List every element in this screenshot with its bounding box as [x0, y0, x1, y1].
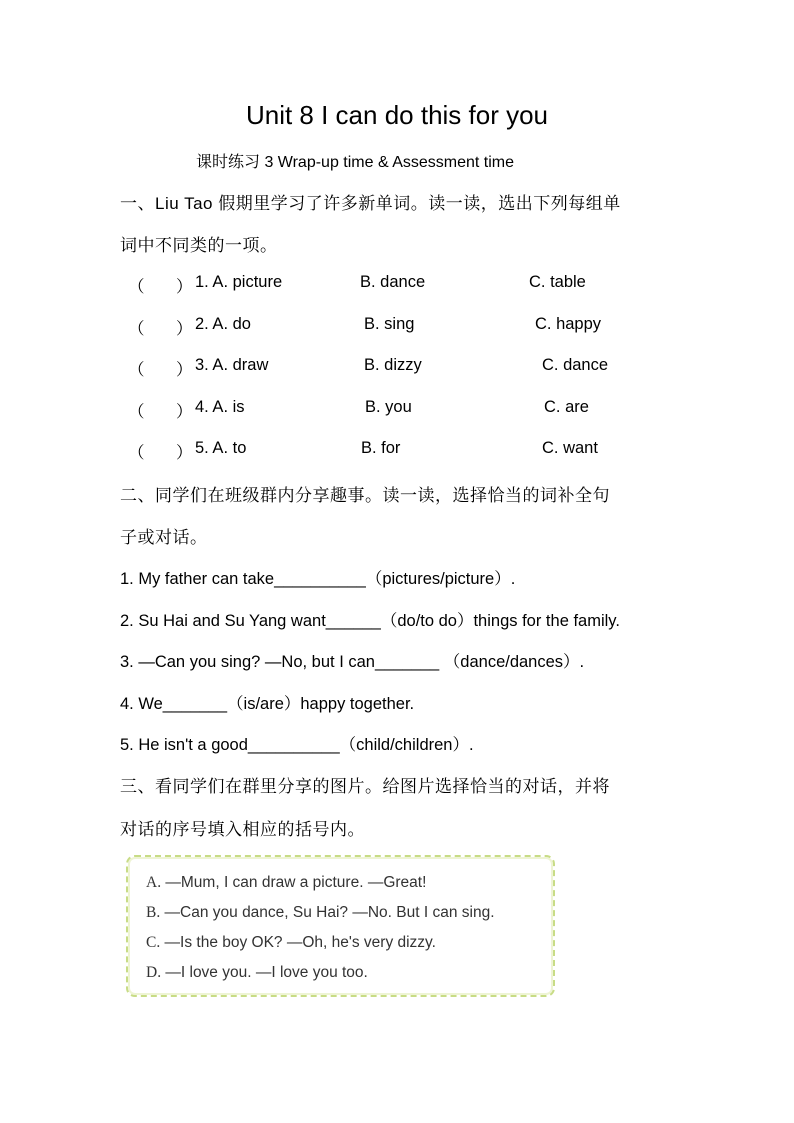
option-c: C. want [542, 439, 598, 457]
section1-heading-line1: 一、Liu Tao 假期里学习了许多新单词。读一读，选出下列每组单 [120, 194, 621, 213]
option-c: C. table [529, 273, 586, 291]
dialogue-option-d [146, 964, 368, 982]
answer-paren-open: （ [128, 444, 145, 462]
option-b: B. sing [364, 315, 415, 333]
section3-heading-line2: 对话的序号填入相应的括号内。 [120, 820, 365, 839]
answer-paren-close: ） [176, 278, 193, 296]
option-a: 2. A. do [195, 315, 251, 333]
question-row-3 [128, 356, 688, 380]
option-a: 4. A. is [195, 398, 245, 416]
fill-sentence-2: 2. Su Hai and Su Yang want______（do/to do）things for the family. [120, 612, 620, 630]
option-b: B. you [365, 398, 412, 416]
question-row-2 [128, 315, 688, 339]
option-c: C. dance [542, 356, 609, 374]
section1-heading-line2: 词中不同类的一项。 [120, 236, 278, 255]
option-a: 3. A. draw [195, 356, 269, 374]
answer-paren-open: （ [128, 320, 145, 338]
dialogue-letter: D. [146, 964, 162, 981]
section2-heading-line2: 子或对话。 [120, 528, 208, 547]
dialogue-text: —Mum, I can draw a picture. —Great! [161, 874, 427, 891]
page-subtitle: 课时练习 3 Wrap-up time & Assessment time [196, 154, 515, 171]
fill-sentence-1: 1. My father can take__________（pictures/picture）. [120, 570, 516, 588]
dialogue-text: —Can you dance, Su Hai? —No. But I can sing. [160, 904, 495, 921]
answer-paren-close: ） [176, 361, 193, 379]
section2-heading-line1: 二、同学们在班级群内分享趣事。读一读，选择恰当的词补全句 [120, 486, 610, 505]
question-row-4 [128, 398, 688, 422]
dialogue-text: —Is the boy OK? —Oh, he's very dizzy. [160, 934, 436, 951]
fill-sentence-5: 5. He isn't a good__________（child/children）. [120, 736, 474, 754]
fill-sentence-3: 3. —Can you sing? —No, but I can_______ （dance/dances）. [120, 653, 585, 671]
dialogue-letter: A. [146, 874, 162, 891]
option-a: 1. A. picture [195, 273, 283, 291]
option-c: C. happy [535, 315, 602, 333]
option-b: B. dizzy [364, 356, 422, 374]
dialogue-option-b [146, 904, 495, 922]
option-a: 5. A. to [195, 439, 247, 457]
dialogue-letter: C. [146, 934, 161, 951]
option-b: B. for [361, 439, 401, 457]
fill-sentence-4: 4. We_______（is/are）happy together. [120, 695, 415, 713]
section3-heading-line1: 三、看同学们在群里分享的图片。给图片选择恰当的对话，并将 [120, 777, 610, 796]
dialogue-letter: B. [146, 904, 161, 921]
answer-paren-close: ） [176, 320, 193, 338]
page-title: Unit 8 I can do this for you [245, 100, 549, 130]
option-c: C. are [544, 398, 589, 416]
dialogue-text: —I love you. —I love you too. [161, 964, 368, 981]
answer-paren-close: ） [176, 403, 193, 421]
answer-paren-open: （ [128, 278, 145, 296]
question-row-1 [128, 273, 688, 297]
dialogue-option-a [146, 874, 426, 892]
option-b: B. dance [360, 273, 426, 291]
answer-paren-close: ） [176, 444, 193, 462]
dialogue-options-box [126, 855, 555, 997]
dialogue-option-c [146, 934, 436, 952]
answer-paren-open: （ [128, 361, 145, 379]
answer-paren-open: （ [128, 403, 145, 421]
question-row-5 [128, 439, 688, 463]
